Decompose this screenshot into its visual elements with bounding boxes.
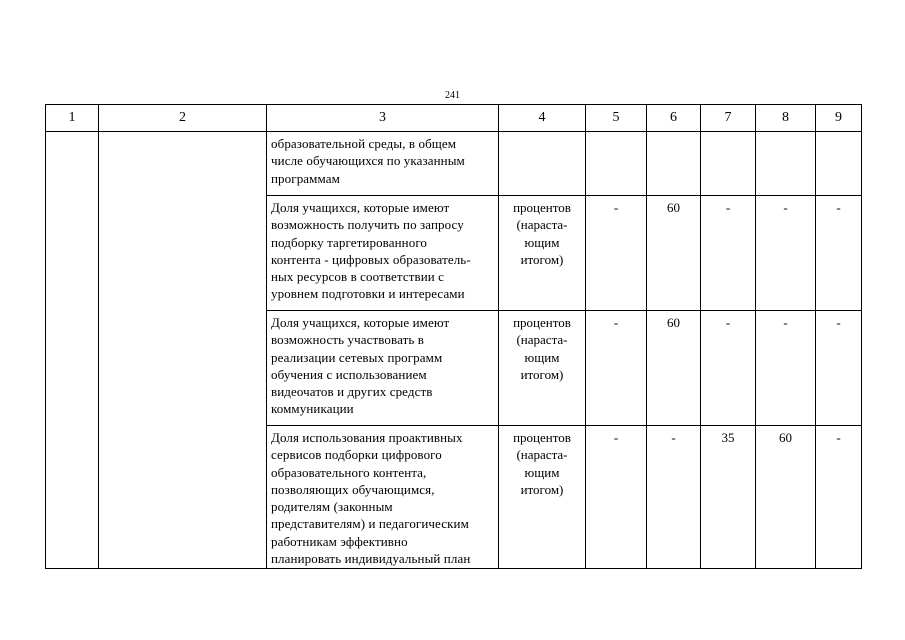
column-header: 4 <box>499 105 586 132</box>
description-line: родителям (законным <box>271 499 393 515</box>
indicators-table <box>45 104 862 569</box>
unit-line: ющим <box>524 234 560 250</box>
description-line: уровнем подготовки и интересами <box>271 286 465 302</box>
value-cell: - <box>701 311 756 426</box>
description-line: представителям) и педагогическим <box>271 516 469 532</box>
value-cell: - <box>756 311 816 426</box>
cell-col-1 <box>46 132 99 569</box>
value-cell: - <box>586 311 647 426</box>
column-header: 6 <box>647 105 701 132</box>
value-cell <box>816 132 862 196</box>
value-cell: 60 <box>647 311 701 426</box>
description-line: Доля учащихся, которые имеют <box>271 315 450 330</box>
unit-line: итогом) <box>520 481 564 497</box>
value-cell <box>586 132 647 196</box>
value-cell: - <box>701 196 756 311</box>
value-cell <box>647 132 701 196</box>
indicator-description <box>267 311 499 426</box>
unit-line: процентов <box>513 430 571 445</box>
unit-cell <box>499 132 586 196</box>
page-number: 241 <box>445 90 460 101</box>
cell-col-2 <box>99 132 267 569</box>
indicator-description <box>267 426 499 569</box>
unit-line: итогом) <box>520 366 564 382</box>
value-cell: - <box>586 196 647 311</box>
description-line: Доля учащихся, которые имеют <box>271 200 450 215</box>
description-line: возможность получить по запросу <box>271 217 464 233</box>
unit-line: ющим <box>524 464 560 480</box>
description-line: видеочатов и других средств <box>271 384 433 400</box>
column-header: 8 <box>756 105 816 132</box>
unit-line: (нараста- <box>516 447 568 463</box>
column-header: 9 <box>816 105 862 132</box>
description-line: числе обучающихся по указанным <box>271 153 465 169</box>
indicator-description <box>267 132 499 196</box>
value-cell: 60 <box>647 196 701 311</box>
description-line: образовательного контента, <box>271 464 427 480</box>
description-line: сервисов подборки цифрового <box>271 447 442 463</box>
indicators-table-container <box>45 104 862 569</box>
description-line: работникам эффективно <box>271 533 408 549</box>
description-line: коммуникации <box>271 401 354 417</box>
unit-line: процентов <box>513 200 571 215</box>
column-header: 5 <box>586 105 647 132</box>
description-line: обучения с использованием <box>271 366 427 382</box>
description-line: контента - цифровых образователь- <box>271 251 471 267</box>
description-line: возможность участвовать в <box>271 332 425 348</box>
column-header: 1 <box>46 105 99 132</box>
value-cell: - <box>816 426 862 569</box>
value-cell <box>701 132 756 196</box>
header-row <box>46 105 862 132</box>
unit-cell <box>499 196 586 311</box>
table-row <box>46 132 862 196</box>
unit-line: (нараста- <box>516 332 568 348</box>
value-cell: - <box>647 426 701 569</box>
description-line: программам <box>271 170 340 186</box>
indicator-description <box>267 196 499 311</box>
unit-line: ющим <box>524 349 560 365</box>
value-cell: - <box>756 196 816 311</box>
unit-line: (нараста- <box>516 217 568 233</box>
description-line: Доля использования проактивных <box>271 430 463 445</box>
column-header: 3 <box>267 105 499 132</box>
description-line: реализации сетевых программ <box>271 349 443 365</box>
description-line: подборку таргетированного <box>271 234 428 250</box>
value-cell <box>756 132 816 196</box>
value-cell: - <box>586 426 647 569</box>
description-line: ных ресурсов в соответствии с <box>271 269 445 285</box>
column-header: 2 <box>99 105 267 132</box>
unit-cell <box>499 311 586 426</box>
description-line: образовательной среды, в общем <box>271 136 457 151</box>
value-cell: 60 <box>756 426 816 569</box>
value-cell: - <box>816 311 862 426</box>
description-line: планировать индивидуальный план <box>271 551 471 567</box>
description-line: позволяющих обучающимся, <box>271 481 435 497</box>
column-header: 7 <box>701 105 756 132</box>
unit-cell <box>499 426 586 569</box>
unit-line: процентов <box>513 315 571 330</box>
unit-line: итогом) <box>520 251 564 267</box>
value-cell: - <box>816 196 862 311</box>
value-cell: 35 <box>701 426 756 569</box>
